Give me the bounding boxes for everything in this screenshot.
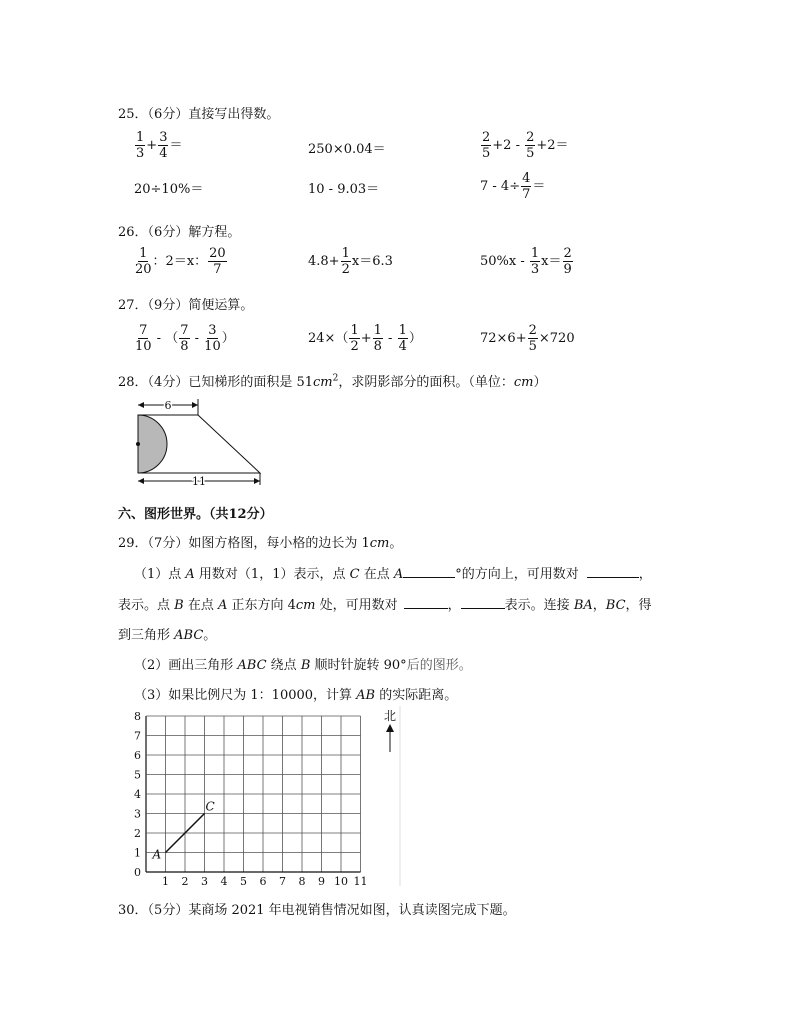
x-tick-label: 4	[220, 875, 228, 888]
shaded-semicircle	[138, 415, 167, 473]
blank-coord-b-x[interactable]	[404, 596, 448, 609]
point-a-label: A	[152, 847, 162, 862]
q25-item-b: 250×0.04＝	[308, 142, 386, 157]
y-tick-label: 2	[134, 827, 141, 840]
top-right-arrow	[192, 402, 198, 408]
q25-item-c: $\frac{2}{5}$ +2 - $\frac{2}{5}$ +2＝	[482, 130, 569, 161]
q29-part1-line2: 表示。点 B 在点 A 正东方向 4cm 处，可用数对 ， 表示。连接 BA，BC，得	[118, 598, 652, 613]
y-tick-label: 3	[134, 807, 141, 821]
q29-header: 29．（7分）如图方格图，每小格的边长为 1cm。	[118, 536, 403, 551]
q29-part2: （2）画出三角形 ABC 绕点 B 顺时针旋转 90°后的图形。	[134, 658, 472, 673]
q26-item-a: $\frac{1}{20}$ ：2＝x： $\frac{20}{7}$	[135, 246, 226, 277]
top-left-arrow	[138, 402, 144, 408]
q30-header: 30．（5分）某商场 2021 年电视销售情况如图，认真读图完成下题。	[118, 903, 516, 918]
x-tick-label: 2	[181, 875, 189, 888]
bottom-left-arrow	[138, 478, 144, 484]
x-axis-labels	[162, 875, 368, 888]
x-tick-label: 9	[318, 875, 325, 888]
q27-header: 27．（9分）简便运算。	[118, 298, 254, 313]
q26-item-c: 50%x - $\frac{1}{3}$ x＝ $\frac{2}{9}$	[480, 246, 572, 277]
q25-header: 25．（6分）直接写出得数。	[118, 107, 280, 122]
x-tick-label: 8	[298, 875, 306, 888]
q27-item-a: $\frac{7}{10}$ - （ $\frac{7}{8}$ - $\frac{3}{10}$ ）	[135, 323, 235, 354]
y-tick-label: 0	[134, 866, 141, 879]
q25-item-e: 10 - 9.03＝	[308, 182, 380, 197]
q29-part1-line1: （1）点 A 用数对（1，1）表示，点 C 在点 A °的方向上，可用数对 ，	[134, 567, 652, 582]
y-tick-label: 8	[134, 710, 141, 723]
north-arrow-head	[386, 724, 394, 732]
y-axis-labels	[134, 710, 141, 879]
x-tick-label: 3	[201, 875, 208, 888]
grid-lines	[146, 716, 361, 872]
x-tick-label: 7	[279, 875, 286, 888]
q26-header: 26．（6分）解方程。	[118, 225, 241, 240]
top-label: 6	[164, 399, 172, 412]
q27-item-b: 24×（ $\frac{1}{2}$ + $\frac{1}{8}$ - $\frac{1}{4}$ ）	[308, 323, 422, 354]
q25-item-f: 7 - 4÷ $\frac{4}{7}$ ＝	[480, 171, 546, 202]
section-6-heading: 六、图形世界。（共12分）	[118, 507, 273, 522]
blank-angle[interactable]	[403, 565, 455, 578]
bottom-right-arrow	[254, 478, 260, 484]
y-tick-label: 6	[134, 749, 141, 762]
q29-part3: （3）如果比例尺为 1：10000，计算 AB 的实际距离。	[134, 688, 458, 703]
q28-header: 28．（4分）已知梯形的面积是 $51cm^2$，求阴影部分的面积。（单位：cm）	[118, 373, 547, 390]
q26-item-b: 4.8+ $\frac{1}{2}$ x＝6.3	[308, 246, 393, 277]
y-tick-label: 4	[134, 788, 141, 801]
trapezoid-figure	[132, 396, 264, 488]
x-tick-label: 5	[240, 875, 247, 888]
q27-item-c: 72×6+ $\frac{2}{5}$ ×720	[480, 323, 575, 354]
x-tick-label: 10	[334, 875, 348, 888]
blank-coord-b-y[interactable]	[461, 596, 505, 609]
q25-item-d: 20÷10%＝	[134, 182, 204, 197]
y-tick-label: 7	[134, 729, 141, 743]
coordinate-grid	[128, 706, 408, 888]
bottom-label: 11	[192, 475, 206, 488]
point-c-label: C	[205, 799, 215, 814]
x-tick-label: 6	[259, 875, 267, 888]
blank-coord-c[interactable]	[587, 565, 639, 578]
y-tick-label: 1	[134, 846, 141, 860]
q25-item-a: $\frac{1}{3}$ + $\frac{3}{4}$ ＝	[136, 130, 183, 161]
north-label: 北	[383, 709, 397, 723]
q29-part1-line3: 到三角形 ABC。	[118, 628, 217, 643]
y-tick-label: 5	[134, 768, 141, 782]
x-tick-label: 11	[353, 875, 368, 888]
x-tick-label: 1	[162, 875, 169, 888]
